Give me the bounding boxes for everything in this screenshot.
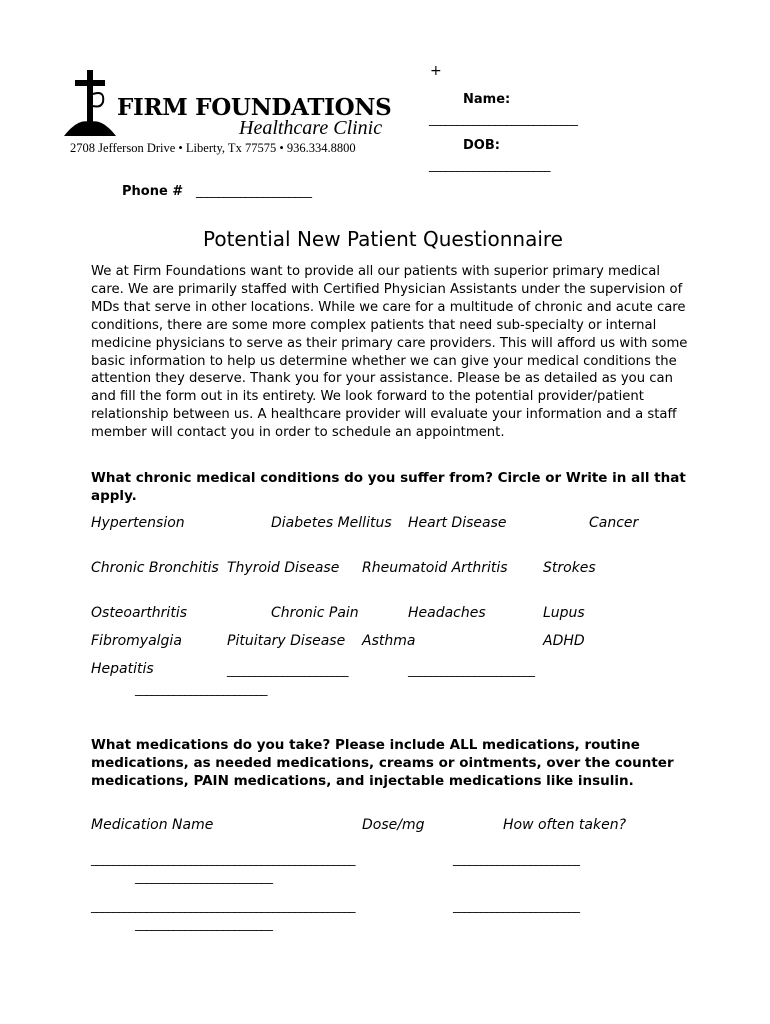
condition-option[interactable]: Chronic Pain [271,605,359,621]
clinic-address: 2708 Jefferson Drive • Liberty, Tx 77575 • 936.334.8800 [70,141,356,155]
medication-name-header: Medication Name [91,817,214,833]
intro-paragraph: We at Firm Foundations want to provide all our patients with superior primary medical care. We are primarily staffed with Certified Physician Assistants under the supervision of MDs that serve in other locations. While we care for a multitude of chronic and acute care conditions, there are some more complex patients that need sub-specialty or internal medicine physicians to serve as their primary care providers. This will afford us with some basic information to help us determine whether we can give your medical conditions the attention they deserve. Thank you for your assistance. Please be as detailed as you can and fill the form out in its entirety. We look forward to the potential provider/patient relationship between us. A healthcare provider will evaluate your information and a staff member will contact you in order to schedule an appointment. [91,264,688,441]
condition-option[interactable]: Osteoarthritis [91,605,187,621]
condition-write-in-field[interactable]: ______________________ [227,663,348,677]
condition-option[interactable]: Fibromyalgia [91,633,182,649]
medication-dose-field[interactable]: _______________________ [453,899,580,913]
medication-name-field[interactable]: ________________________________________________ [91,899,355,913]
condition-option[interactable]: Pituitary Disease [227,633,346,649]
page-title: Potential New Patient Questionnaire [203,227,563,251]
medication-dose-field[interactable]: _______________________ [453,852,580,866]
conditions-question: What chronic medical conditions do you suffer from? Circle or Write in all that apply. [91,470,686,504]
dose-header: Dose/mg [362,817,425,833]
medication-name-field[interactable]: ________________________________________________ [91,852,355,866]
condition-option[interactable]: Heart Disease [408,515,507,531]
condition-write-in-field[interactable]: _______________________ [408,663,535,677]
medication-frequency-field[interactable]: _________________________ [135,870,273,884]
medication-frequency-field[interactable]: _________________________ [135,917,273,931]
name-field[interactable]: ___________________________ [429,112,578,126]
condition-option[interactable]: Headaches [408,605,486,621]
condition-option[interactable]: Thyroid Disease [227,560,340,576]
condition-option[interactable]: Hypertension [91,515,185,531]
clinic-name: FIRM FOUNDATIONS [117,94,392,121]
dob-label: DOB: [463,138,500,153]
dob-field[interactable]: ______________________ [429,158,550,172]
condition-option[interactable]: Lupus [543,605,585,621]
phone-field[interactable]: _____________________ [196,184,312,198]
condition-option[interactable]: Hepatitis [91,661,154,677]
name-label: Name: [463,92,511,107]
medications-question: What medications do you take? Please include ALL medications, routine medications, as needed medications, creams or ointments, over the counter medications, PAIN medications, and injectable medications like insulin. [91,737,674,789]
frequency-header: How often taken? [503,817,627,833]
cross-staff-icon [60,66,120,138]
logo [60,66,400,161]
condition-option[interactable]: Rheumatoid Arthritis [362,560,508,576]
condition-option[interactable]: Cancer [589,515,639,531]
condition-option[interactable]: Chronic Bronchitis [91,560,219,576]
condition-option[interactable]: ADHD [543,633,585,649]
plus-mark: + [430,63,442,79]
condition-option[interactable]: Diabetes Mellitus [271,515,392,531]
condition-option[interactable]: Asthma [362,633,416,649]
condition-write-in-field[interactable]: ________________________ [135,682,267,696]
condition-option[interactable]: Strokes [543,560,596,576]
phone-label: Phone # [122,184,184,199]
clinic-subtitle: Healthcare Clinic [239,117,383,139]
